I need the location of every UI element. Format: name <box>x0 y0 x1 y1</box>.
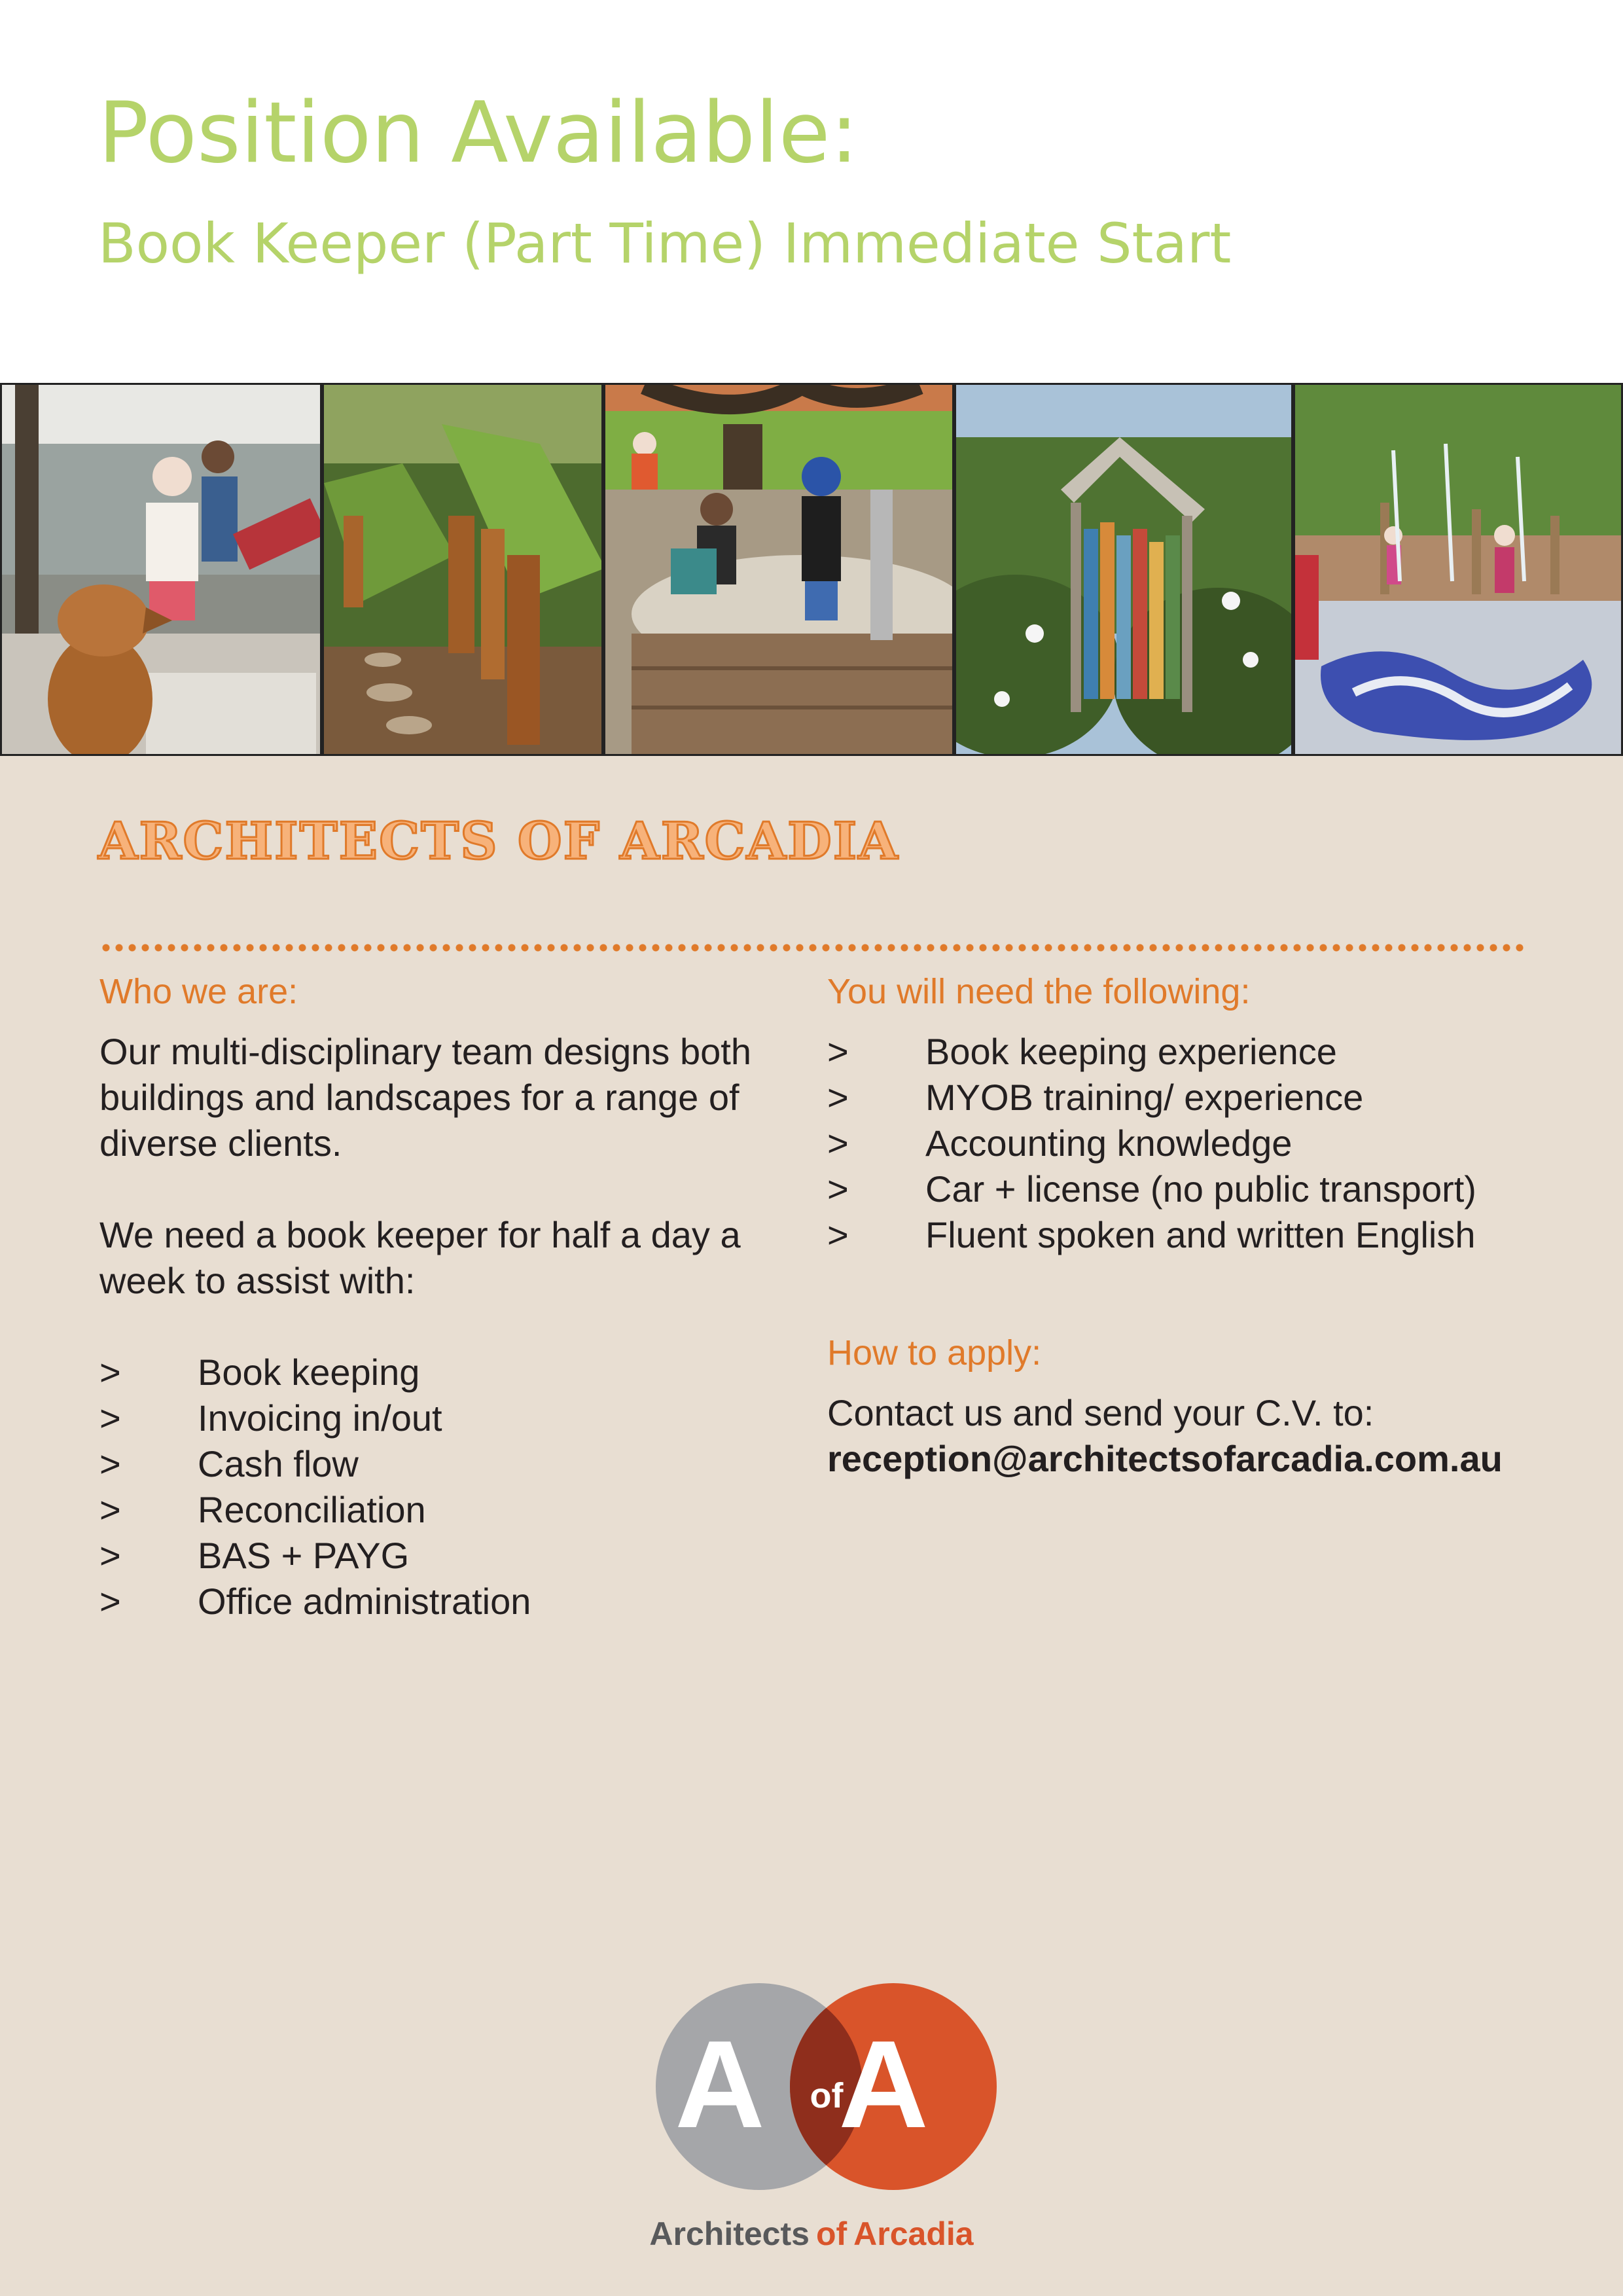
logo-letter-right: A <box>838 2015 929 2154</box>
bullet-marker: > <box>99 1581 121 1623</box>
bullet-marker: > <box>99 1443 121 1485</box>
list-item <box>827 1075 1560 1121</box>
photo-playground <box>0 383 322 756</box>
logo-mark <box>609 1977 1014 2265</box>
list-item <box>827 1121 1560 1166</box>
who-we-are-section <box>99 969 780 1624</box>
list-item-text: BAS + PAYG <box>198 1535 410 1577</box>
bullet-marker: > <box>827 1168 849 1210</box>
dotted-divider <box>99 942 1526 953</box>
photo-bamboo-garden <box>322 383 603 756</box>
bullet-marker: > <box>827 1214 849 1256</box>
list-item-text: Cash flow <box>198 1443 359 1485</box>
list-item <box>99 1350 780 1395</box>
photo-playground-image <box>2 385 322 756</box>
list-item <box>827 1212 1560 1258</box>
page-subtitle: Book Keeper (Part Time) Immediate Start <box>98 211 1232 276</box>
bullet-marker: > <box>99 1535 121 1577</box>
list-item-text: Book keeping <box>198 1352 420 1393</box>
photo-water-play-image <box>605 385 954 756</box>
logo-letter-left: A <box>675 2015 765 2154</box>
bullet-marker: > <box>99 1397 121 1439</box>
apply-email-link[interactable]: reception@architectsofarcadia.com.au <box>827 1438 1503 1480</box>
list-item-text: Car + license (no public transport) <box>925 1168 1476 1210</box>
list-item <box>99 1441 780 1487</box>
logo-word-architects: Architects <box>649 2215 810 2252</box>
page-title: Position Available: <box>98 84 859 182</box>
photo-splash-park <box>1293 383 1623 756</box>
list-item-text: Invoicing in/out <box>198 1397 442 1439</box>
logo-word-of: of <box>815 2215 847 2252</box>
company-logo <box>609 1977 1014 2265</box>
header <box>0 0 1623 383</box>
how-to-apply-heading: How to apply: <box>827 1333 1042 1373</box>
logo-wordmark <box>649 2215 974 2252</box>
requirements-list <box>827 1029 1560 1258</box>
tasks-list <box>99 1350 780 1624</box>
list-item-text: Accounting knowledge <box>925 1122 1293 1164</box>
list-item <box>827 1166 1560 1212</box>
bullet-marker: > <box>827 1122 849 1164</box>
bullet-marker: > <box>827 1031 849 1073</box>
list-item <box>99 1395 780 1441</box>
photo-pergola <box>954 383 1293 756</box>
who-we-are-paragraph: Our multi-disciplinary team designs both buildings and landscapes for a range of diverse clients. <box>99 1031 751 1164</box>
requirements-heading: You will need the following: <box>827 972 1251 1011</box>
list-item-text: MYOB training/ experience <box>925 1077 1364 1119</box>
photo-splash-park-image <box>1295 385 1623 756</box>
photo-pergola-image <box>956 385 1293 756</box>
list-item <box>99 1579 780 1624</box>
requirements-section <box>827 969 1560 1482</box>
list-item <box>99 1533 780 1579</box>
photo-bamboo-garden-image <box>324 385 603 756</box>
list-item-text: Book keeping experience <box>925 1031 1337 1073</box>
photo-water-play <box>603 383 954 756</box>
list-item-text: Fluent spoken and written English <box>925 1214 1476 1256</box>
list-item-text: Reconciliation <box>198 1489 426 1531</box>
assist-paragraph: We need a book keeper for half a day a week to assist with: <box>99 1214 741 1302</box>
bullet-marker: > <box>827 1077 849 1119</box>
who-we-are-heading: Who we are: <box>99 972 298 1011</box>
list-item <box>99 1487 780 1533</box>
list-item-text: Office administration <box>198 1581 531 1623</box>
bullet-marker: > <box>99 1352 121 1393</box>
company-banner: ARCHITECTS OF ARCADIA <box>98 812 899 871</box>
apply-text: Contact us and send your C.V. to: <box>827 1392 1374 1434</box>
bullet-marker: > <box>99 1489 121 1531</box>
logo-letter-mid: of <box>810 2076 844 2115</box>
list-item <box>827 1029 1560 1075</box>
logo-word-arcadia: Arcadia <box>853 2215 974 2252</box>
photo-strip <box>0 383 1623 756</box>
